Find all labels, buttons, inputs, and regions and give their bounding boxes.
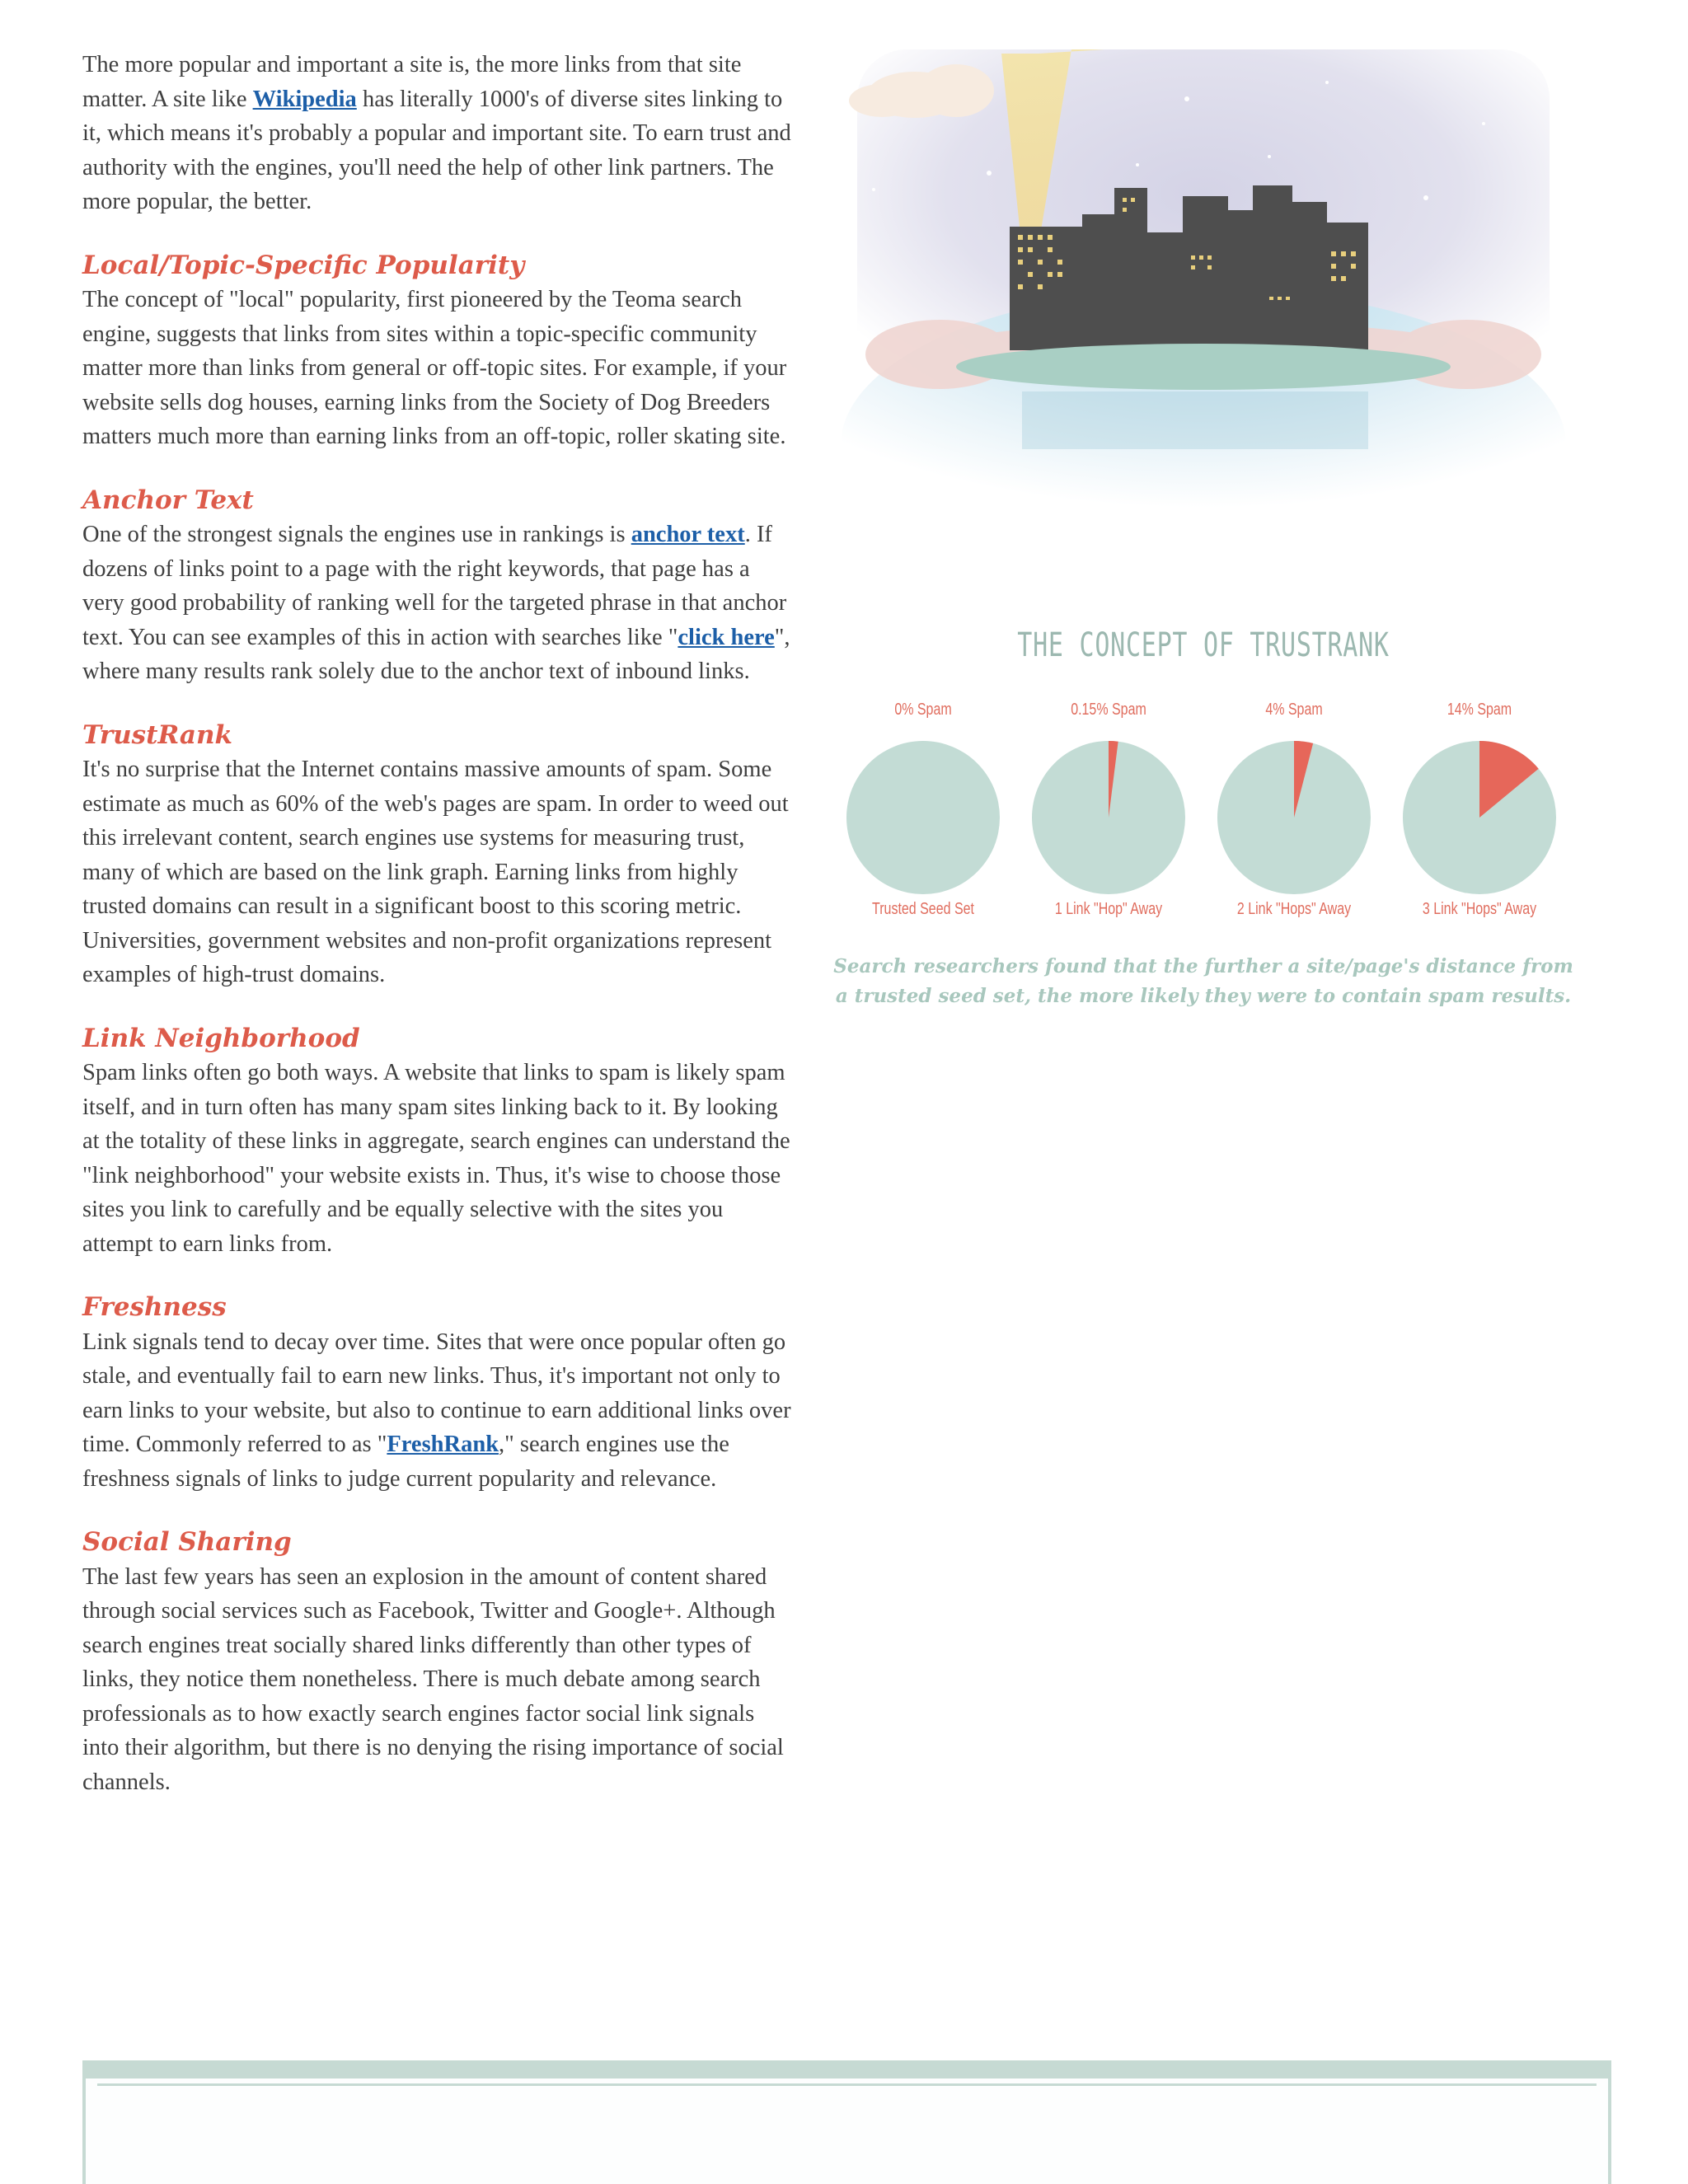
pie-top-label: 14% Spam [1447,701,1512,719]
section-freshness [82,1291,791,1496]
heading-social-sharing: Social Sharing [82,1527,292,1557]
trustrank-chart-title: THE CONCEPT OF TRUSTRANK [1017,626,1390,664]
section-link-neighborhood [82,1022,791,1262]
trustrank-caption: Search researchers found that the further a site/page's distance from a trusted seed set, the more likely they were to contain spam results. [833,955,1573,1007]
intro-text-1: The more popular and important a site is, the more links from that site matter. A site like [82,52,742,112]
pie-top-label: 0% Spam [894,701,952,719]
anchor-text-link[interactable]: anchor text [631,522,745,547]
anchor-text-paragraph [82,518,791,689]
heading-local-popularity: Local/Topic-Specific Popularity [82,250,525,280]
freshness-paragraph [82,1325,791,1497]
heading-trustrank: TrustRank [82,719,233,750]
footer-border [82,2060,1611,2184]
freshness-text-2: ," search engines use the freshness signals of links to judge current popularity and relevance. [82,1432,729,1492]
trustrank-text: It's no surprise that the Internet contains massive amounts of spam. Some estimate as much as 60% of the web's pages are spam. In order to weed out this irrelevant content, search engines use systems for measuring trust, many of which are based on the link graph. Earning links from highly trusted domains can result in a significant boost to this scoring metric. Universities, government websites and non-profit organizations represent examples of high-trust domains. [82,757,789,987]
wikipedia-link[interactable]: Wikipedia [252,86,357,112]
anchor-text-1: One of the strongest signals the engines use in rankings is [82,522,631,547]
city-illustration [824,49,1582,593]
link-neighborhood-text: Spam links often go both ways. A website that links to spam is likely spam itself, and in turn often has many spam sites linking back to it. By looking at the totality of these links in aggregate, search engines can understand the "link neighborhood" your website exists in. Thus, it's wise to choose those sites you link to carefully and be equally selective with the sites you attempt to earn links from. [82,1060,790,1257]
trustrank-illustration [824,49,1582,1022]
pie-bottom-label: 2 Link "Hops" Away [1236,900,1352,918]
click-here-link[interactable]: click here [678,624,775,650]
anchor-text-3: ", where many results rank solely due to the anchor text of inbound links. [82,624,790,684]
intro-paragraph [82,48,791,219]
freshrank-link[interactable]: FreshRank [387,1432,499,1457]
pie-bottom-label: 3 Link "Hops" Away [1422,900,1537,918]
pie-base-1 [846,741,1000,894]
heading-anchor-text: Anchor Text [82,485,254,515]
pie-chart-svg [824,727,1582,908]
article-body [82,48,791,1829]
section-local-popularity [82,249,791,454]
pie-top-label: 4% Spam [1265,701,1323,719]
city-reflection [1022,391,1368,449]
intro-text-2: has literally 1000's of diverse sites linking to it, which means it's probably a popular and important site. To earn trust and authority with the engines, you'll need the help of other link partners. The more popular, the better. [82,86,791,214]
pie-bottom-label: 1 Link "Hop" Away [1054,900,1163,918]
local-popularity-text: The concept of "local" popularity, first pioneered by the Teoma search engine, suggests that links from sites within a topic-specific community matter more than links from general or off-topic sites. For example, if your website sells dog houses, earning links from the Society of Dog Breeders matters much more than earning links from an off-topic, roller skating site. [82,287,787,449]
freshness-text-1: Link signals tend to decay over time. Sites that were once popular often go stale, and eventually fail to earn new links. Thus, it's important not only to earn links to your website, but also to continue to earn additional links over time. Commonly referred to as " [82,1329,791,1457]
pie-bottom-label: Trusted Seed Set [872,900,974,918]
footer-inner-line [97,2083,1597,2086]
section-anchor-text [82,484,791,689]
island [956,344,1451,390]
section-trustrank [82,719,791,992]
heading-freshness: Freshness [82,1292,227,1322]
pie-top-label: 0.15% Spam [1071,701,1146,719]
heading-link-neighborhood: Link Neighborhood [82,1023,360,1053]
anchor-text-2: . If dozens of links point to a page with the right keywords, that page has a very good probability of ranking well for the targeted phrase in that anchor text. You can see examples of this in action with searches like " [82,522,787,650]
section-social-sharing [82,1526,791,1799]
social-sharing-text: The last few years has seen an explosion in the amount of content shared through social services such as Facebook, Twitter and Google+. Although search engines treat socially shared links differently than other types of links, they notice them nonetheless. There is much debate among search professionals as to how exactly search engines factor social link signals into their algorithm, but there is no denying the rising importance of social channels. [82,1563,784,1795]
